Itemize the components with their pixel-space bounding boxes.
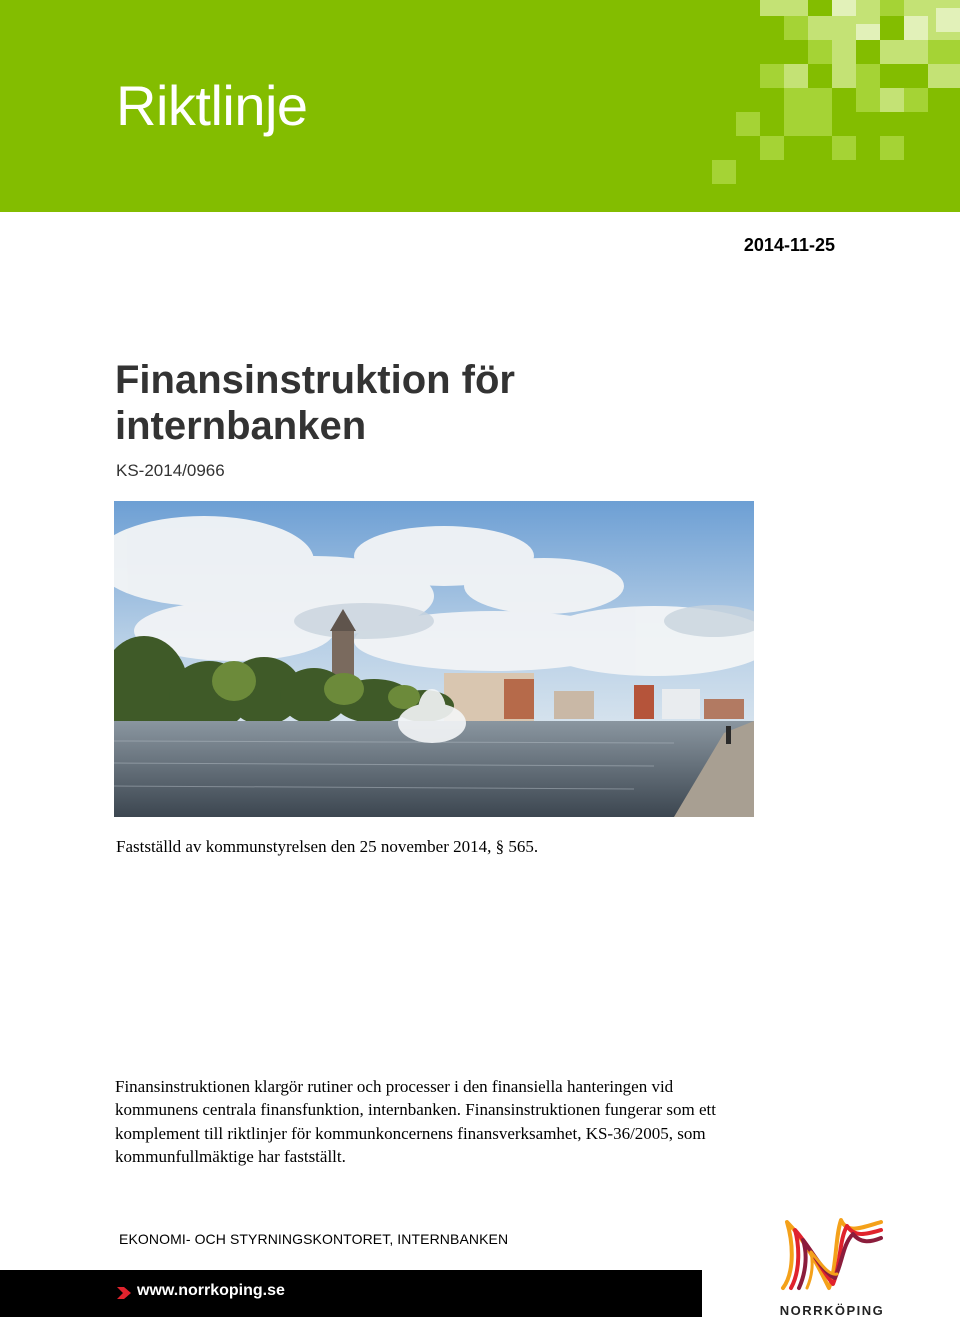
document-reference-number: KS-2014/0966	[116, 461, 225, 480]
document-title-line-1: Finansinstruktion för	[115, 358, 515, 402]
norrkoping-logo	[772, 1212, 892, 1322]
river-cityscape-illustration	[114, 501, 754, 817]
cover-photo	[114, 501, 754, 817]
header-band	[0, 0, 960, 212]
department-name: EKONOMI- OCH STYRNINGSKONTORET, INTERNBANKEN	[119, 1231, 509, 1247]
summary-paragraph: Finansinstruktionen klargör rutiner och processer i den finansiella hanteringen vid kommunens centrala finansfunktion, internbanken. Finansinstruktionen fungerar som ett komplement till riktlinjer för kommunkoncernens finansverksamhet, KS-36/2005, som kommunfullmäktige har fastställt.	[115, 1077, 717, 1166]
website-link[interactable]: www.norrkoping.se	[137, 1282, 285, 1299]
document-title	[115, 357, 755, 449]
norrkoping-logo-mark-icon	[777, 1212, 885, 1294]
logo-wordmark: NORRKÖPING	[779, 1303, 885, 1318]
adoption-note: Fastställd av kommunstyrelsen den 25 november 2014, § 565.	[116, 837, 539, 856]
arrow-right-icon	[115, 1284, 133, 1302]
document-date: 2014-11-25	[743, 235, 835, 255]
document-type-heading: Riktlinje	[116, 74, 308, 137]
footer-bar	[0, 1270, 702, 1317]
document-title-line-2: internbanken	[115, 404, 367, 448]
